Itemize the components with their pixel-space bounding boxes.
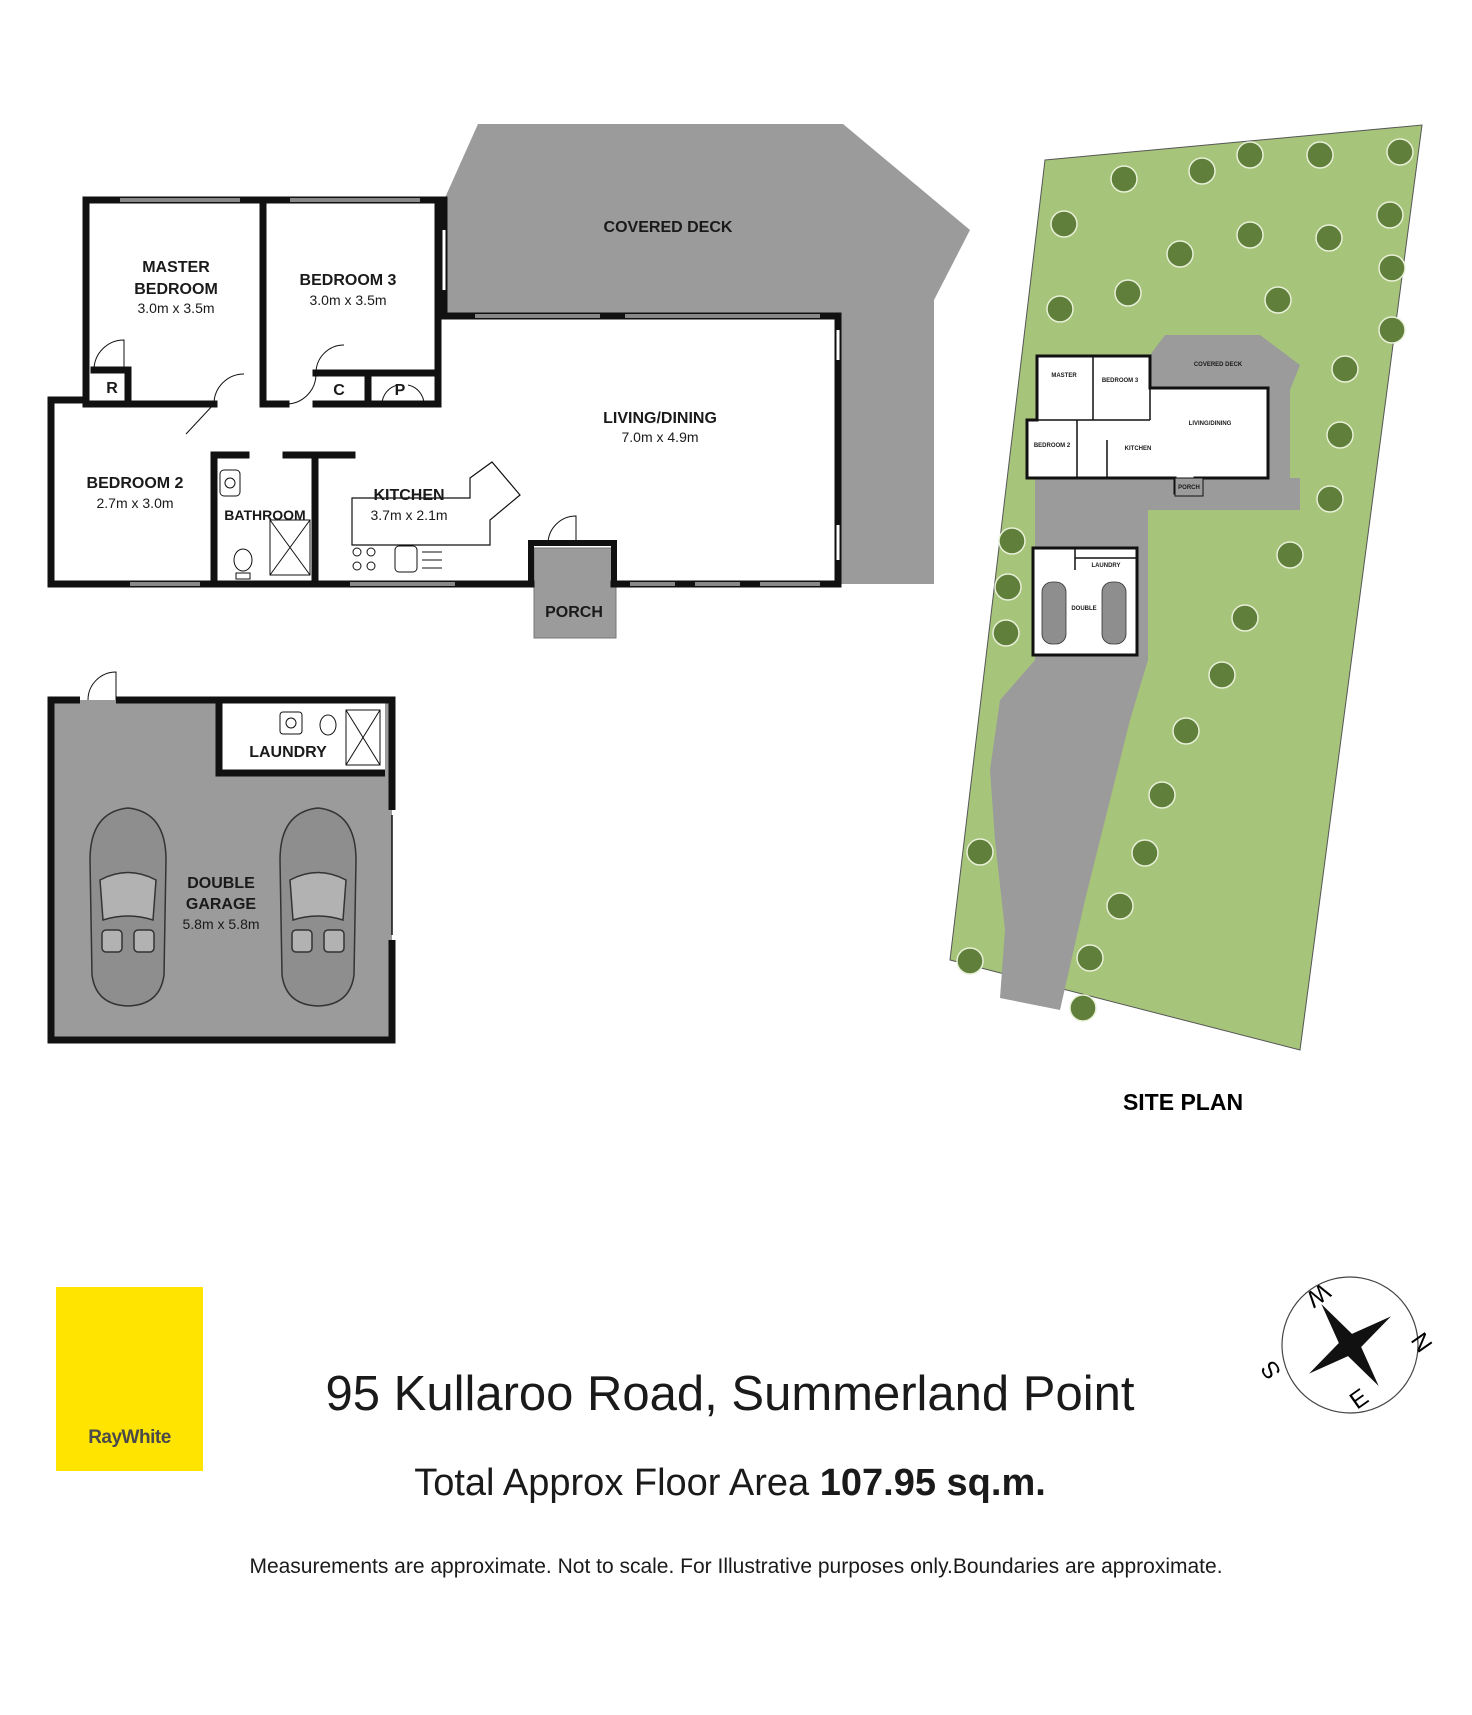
site-bed3-label: BEDROOM 3 [1101, 378, 1139, 384]
living-dining-dim: 7.0m x 4.9m [621, 429, 699, 445]
bedroom-2-label: BEDROOM 2 [86, 475, 184, 492]
floor-area-prefix: Total Approx Floor Area [414, 1462, 820, 1504]
bedroom-2-dim: 2.7m x 3.0m [96, 495, 174, 511]
site-plan-title: SITE PLAN [1122, 1089, 1244, 1115]
disclaimer-text: Measurements are approximate. Not to scale. For Illustrative purposes only.Boundaries are approximate. [249, 1555, 1223, 1578]
robe-r-label: R [106, 380, 118, 397]
site-kitchen-label: KITCHEN [1124, 446, 1152, 452]
bathroom-label: BATHROOM [224, 507, 306, 523]
garage-label-1: DOUBLE [187, 875, 255, 892]
site-garage-label: DOUBLE [1071, 606, 1097, 612]
brand-name: RayWhite [88, 1427, 171, 1448]
property-address: 95 Kullaroo Road, Summerland Point [325, 1367, 1135, 1421]
floor-area-value: 107.95 sq.m. [819, 1462, 1046, 1504]
porch-area [534, 548, 616, 638]
compass-w-label: W [1300, 1277, 1336, 1313]
garage-label-2: GARAGE [185, 896, 257, 913]
floor-area-line [200, 1462, 1260, 1505]
compass-n-label: N [1405, 1327, 1438, 1358]
kitchen-dim: 3.7m x 2.1m [370, 507, 448, 523]
car-left-icon [90, 808, 166, 1006]
compass-e-label: E [1344, 1383, 1374, 1415]
compass-s-label: S [1255, 1355, 1287, 1385]
laundry-label: LAUNDRY [249, 744, 327, 761]
site-bed2-label: BEDROOM 2 [1033, 443, 1071, 449]
site-master-label: MASTER [1051, 373, 1077, 379]
covered-deck-label: COVERED DECK [603, 219, 733, 236]
car-right-icon [280, 808, 356, 1006]
site-laundry-label: LAUNDRY [1091, 563, 1121, 569]
living-dining-label: LIVING/DINING [603, 410, 717, 427]
raywhite-logo [56, 1287, 203, 1471]
laundry-room [219, 700, 385, 773]
pantry-p-label: P [394, 382, 406, 399]
garage-dim: 5.8m x 5.8m [182, 916, 260, 932]
site-deck-label: COVERED DECK [1193, 362, 1243, 368]
site-porch-label: PORCH [1178, 485, 1200, 491]
bedroom-3-label: BEDROOM 3 [299, 272, 397, 289]
master-bedroom-label-2: BEDROOM [134, 281, 218, 298]
porch-label: PORCH [545, 604, 603, 621]
closet-c-label: C [333, 382, 345, 399]
master-bedroom-dim: 3.0m x 3.5m [137, 300, 215, 316]
bedroom-3-dim: 3.0m x 3.5m [309, 292, 387, 308]
master-bedroom-label-1: MASTER [142, 259, 210, 276]
site-living-label: LIVING/DINING [1188, 421, 1232, 427]
kitchen-label: KITCHEN [373, 487, 445, 504]
